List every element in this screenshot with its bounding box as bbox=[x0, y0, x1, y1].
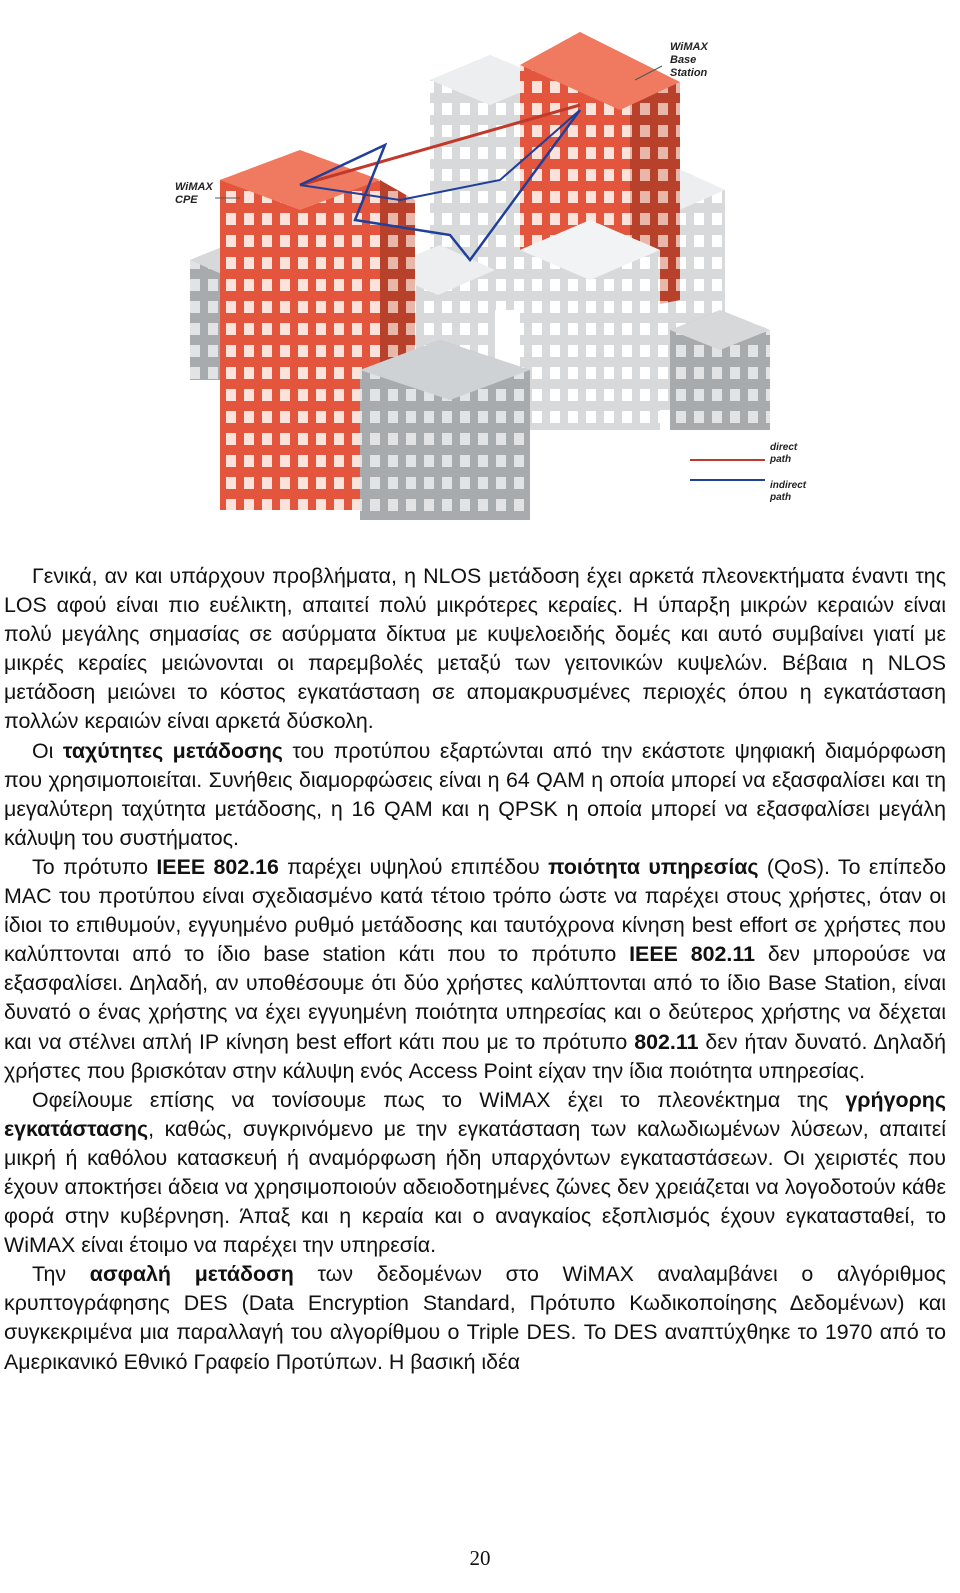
bold-term: ταχύτητες μετάδοσης bbox=[62, 738, 283, 763]
text-run: , καθώς, συγκρινόμενο με την εγκατάσταση των καλωδιωμένων λύσεων, απαιτεί μικρή ή καθόλου κατασκευή ή αναμόρφωση ήδη υπαρχόντων εγκαταστάσεων. Οι χειριστές που έχουν αποκτήσει άδεια να χρησιμοποιούν αδειοδοτημένες ζώνες δεν χρειάζεται να λογοδοτούν κάθε φορά στην κυβέρνηση. Άπαξ και η κεραία και ο αναγκαίος εξοπλισμός έχουν εγκατασταθεί, το WiMAX είναι έτοιμο να παρέχει την υπηρεσία. bbox=[4, 1116, 946, 1258]
paragraph-nlos-advantages bbox=[4, 562, 946, 737]
foreground-grey-building bbox=[360, 340, 530, 520]
bold-term: γρήγορης εγκατάστασης bbox=[4, 1087, 946, 1141]
bold-term: IEEE 802.16 bbox=[156, 854, 279, 879]
text-run: Το πρότυπο bbox=[32, 854, 157, 879]
text-run: παρέχει υψηλού επιπέδου bbox=[278, 854, 549, 879]
legend-direct-label: direct path bbox=[770, 442, 798, 465]
text-run: του προτύπου εξαρτώνται από την εκάστοτε ψηφιακή διαμόρφωση που χρησιμοποιείται. Συνήθεις διαμορφώσεις είναι η 64 QAM η οποία μπορεί να εξασφαλίσει και τη μεγαλύτερη ταχύτητα μετάδοσης, η 16 QAM και η QPSK η οποία μπορεί να εξασφαλίσει μεγάλη κάλυψη του συστήματος. bbox=[4, 738, 946, 850]
text-run: Γενικά, αν και υπάρχουν προβλήματα, η NLOS μετάδοση έχει αρκετά πλεονεκτήματα έναντι της LOS αφού είναι πιο ευέλικτη, απαιτεί πολύ μικρότερες κεραίες. Η ύπαρξη μικρών κεραιών είναι πολύ μεγάλης σημασίας σε ασύρματα δίκτυα με κυψελοειδής δομές και αυτό συμβαίνει γιατί με μικρές κεραίες μειώνονται οι παρεμβολές μεταξύ των γειτονικών κυψελών. Βέβαια η NLOS μετάδοση μειώνει το κόστος εγκατάσταση σε απομακρυσμένες περιοχές όπου η εγκατάσταση πολλών κεραιών είναι αρκετά δύσκολη. bbox=[4, 564, 946, 734]
text-run: των δεδομένων στο WiMAX αναλαμβάνει ο αλγόριθμος κρυπτογράφησης DES (Data Encryption Standard, Πρότυπο Κωδικοποίησης Δεδομένων) και συγκεκριμένα μια παραλλαγή του αλγορίθμου ο Triple DES. Το DES αναπτύχθηκε το 1970 από το Αμερικανικό Εθνικό Γραφείο Προτύπων. Η βασική ιδέα bbox=[4, 1262, 946, 1374]
paragraph-quality-of-service bbox=[4, 853, 946, 1086]
cpe-label: WiMAX CPE bbox=[175, 181, 213, 206]
paragraph-transmission-speeds bbox=[4, 737, 946, 853]
text-run: Οι bbox=[32, 738, 63, 763]
wimax-nlos-illustration bbox=[150, 10, 830, 520]
text-run: (QoS). Το επίπεδο MAC του προτύπου είναι σχεδιασμένο κατά τέτοιο τρόπο ώστε να παρέχει στους χρήστες, όταν οι ίδιοι το επιθυμούν, εγγυημένο ρυθμό μετάδοσης και ταυτόχρονα κίνηση best effort σε χρήστες που καλύπτονται από το ίδιο base station κάτι που το πρότυπο bbox=[4, 854, 946, 967]
bold-term: IEEE 802.11 bbox=[629, 942, 755, 967]
legend-indirect-label: indirect path bbox=[770, 480, 807, 503]
center-grey-building bbox=[520, 220, 660, 430]
bold-term: ποιότητα υπηρεσίας bbox=[548, 854, 759, 879]
text-run: Την bbox=[32, 1262, 90, 1287]
text-run: δεν ήταν δυνατό. Δηλαδή χρήστες που βρισκόταν στην κάλυψη ενός Access Point είχαν την ίδια ποιότητα υπηρεσίας. bbox=[4, 1029, 946, 1083]
bold-term: 802.11 bbox=[634, 1029, 699, 1054]
bold-term: ασφαλή μετάδοση bbox=[89, 1262, 294, 1287]
base-station-label: WiMAX Base Station bbox=[670, 41, 708, 79]
paragraph-secure-transmission bbox=[4, 1260, 946, 1376]
page-number: 20 bbox=[469, 1546, 491, 1570]
body-text bbox=[4, 562, 946, 1377]
text-run: Οφείλουμε επίσης να τονίσουμε πως το WiMAX έχει το πλεονέκτημα της bbox=[32, 1087, 846, 1112]
text-run: δεν μπορούσε να εξασφαλίσει. Δηλαδή, αν υποθέσουμε ότι δύο χρήστες καλύπτονται από το ίδιο Base Station, είναι δυνατό ο ένας χρήστης να έχει εγγυημένη ποιότητα υπηρεσίας και ο δεύτερος χρήστης να δέχεται και να στέλνει απλή IP κίνηση best effort κάτι που με το πρότυπο bbox=[4, 942, 946, 1054]
paragraph-fast-installation bbox=[4, 1086, 946, 1261]
